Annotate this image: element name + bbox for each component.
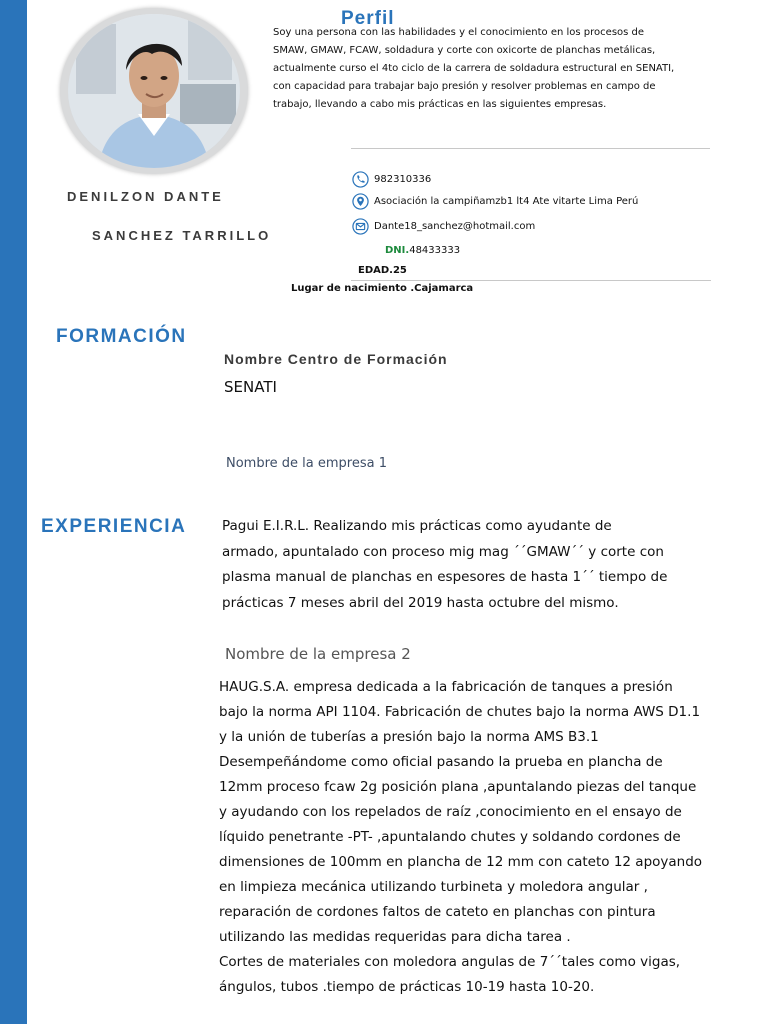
dni: [385, 245, 460, 256]
profile-summary-line: trabajo, llevando a cabo mis prácticas en las siguientes empresas.: [273, 99, 607, 110]
email-icon: [352, 218, 369, 235]
first-names: DENILZON DANTE: [67, 189, 224, 204]
company-2-line: 12mm proceso fcaw 2g posición plana ,apuntalando piezas del tanque: [219, 779, 697, 795]
company-2-line: utilizando las medidas requeridas para dicha tarea .: [219, 929, 571, 945]
profile-divider: [351, 148, 710, 149]
profile-photo: [68, 14, 240, 168]
company-2-line: ángulos, tubos .tiempo de prácticas 10-19 hasta 10-20.: [219, 979, 595, 995]
company-2-line: Cortes de materiales con moledora angulas de 7´´tales como vigas,: [219, 954, 681, 970]
education-heading: FORMACIÓN: [56, 326, 187, 347]
location-pin-icon: [352, 193, 369, 210]
contact-divider: [351, 280, 711, 281]
company-2-line: y la unión de tuberías a presión bajo la norma AMS B3.1: [219, 729, 599, 745]
education-center-label: Nombre Centro de Formación: [224, 351, 448, 367]
company-2-line: bajo la norma API 1104. Fabricación de chutes bajo la norma AWS D1.1: [219, 704, 701, 720]
company-2-line: líquido penetrante -PT- ,apuntalando chutes y soldando cordones de: [219, 829, 681, 845]
dni-label: DNI.: [385, 245, 410, 256]
company-2-description: [219, 675, 702, 1000]
company-2-label: Nombre de la empresa 2: [225, 645, 411, 663]
address: Asociación la campiñamzb1 lt4 Ate vitarte Lima Perú: [374, 196, 639, 207]
phone-icon: [352, 171, 369, 188]
profile-summary-line: SMAW, GMAW, FCAW, soldadura y corte con oxicorte de planchas metálicas,: [273, 45, 656, 56]
company-1-line: prácticas 7 meses abril del 2019 hasta octubre del mismo.: [222, 594, 619, 611]
company-2-line: en limpieza mecánica utilizando turbineta y moledora angular ,: [219, 879, 648, 895]
company-1-description: [222, 514, 667, 616]
company-1-label: Nombre de la empresa 1: [226, 456, 387, 471]
profile-summary: [273, 24, 733, 114]
company-2-line: Desempeñándome como oficial pasando la prueba en plancha de: [219, 754, 663, 770]
company-2-line: dimensiones de 100mm en plancha de 12 mm con cateto 12 apoyando: [219, 854, 703, 870]
company-1-line: plasma manual de planchas en espesores de hasta 1´´ tiempo de: [222, 569, 668, 585]
last-names: SANCHEZ TARRILLO: [92, 228, 272, 243]
left-accent-bar: [0, 0, 27, 1024]
email-address: Dante18_sanchez@hotmail.com: [374, 221, 536, 232]
birthplace: Lugar de nacimiento .Cajamarca: [291, 283, 474, 294]
company-1-line: Pagui E.I.R.L. Realizando mis prácticas como ayudante de: [222, 518, 612, 534]
company-2-line: y ayudando con los repelados de raíz ,conocimiento en el ensayo de: [219, 804, 682, 820]
profile-title: Perfil: [341, 8, 395, 29]
company-2-line: reparación de cordones faltos de cateto en planchas con pintura: [219, 904, 656, 920]
profile-summary-line: actualmente curso el 4to ciclo de la carrera de soldadura estructural en SENATI,: [273, 63, 675, 74]
experience-heading: EXPERIENCIA: [41, 516, 187, 537]
profile-summary-line: Soy una persona con las habilidades y el conocimiento en los procesos de: [273, 27, 645, 38]
dni-value: 48433333: [409, 245, 461, 256]
phone-number: 982310336: [374, 174, 432, 185]
company-1-line: armado, apuntalado con proceso mig mag ´´GMAW´´ y corte con: [222, 543, 664, 560]
profile-summary-line: con capacidad para trabajar bajo presión y resolver problemas en campo de: [273, 81, 656, 92]
company-2-line: HAUG.S.A. empresa dedicada a la fabricación de tanques a presión: [219, 679, 673, 695]
education-institution: SENATI: [224, 378, 277, 396]
age: EDAD.25: [358, 265, 407, 276]
